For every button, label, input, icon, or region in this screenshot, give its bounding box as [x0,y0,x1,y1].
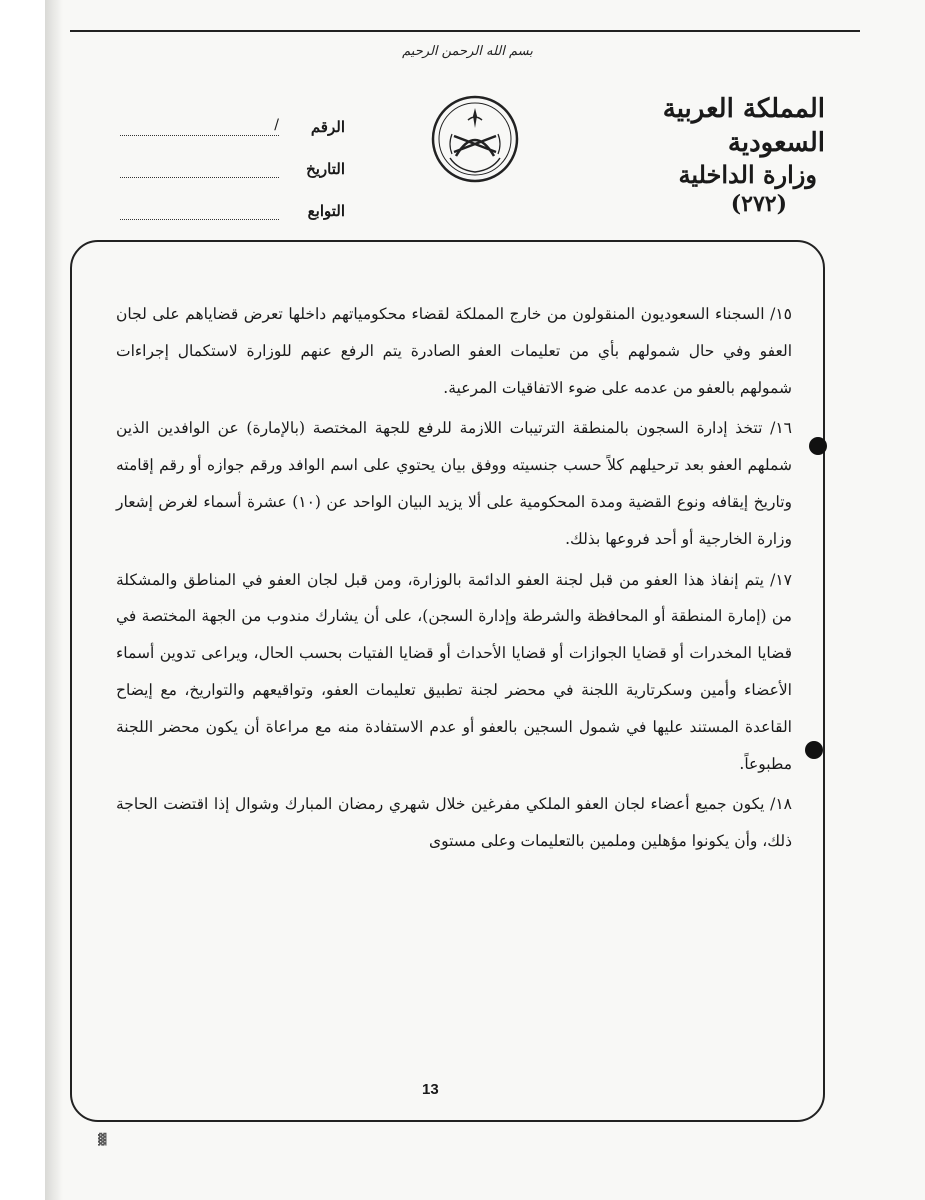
date-label: التاريخ [306,160,345,178]
clause-17 [116,562,792,783]
attachments-label: التوابع [307,202,345,220]
ministry-name: وزارة الداخلية [678,160,817,189]
saudi-emblem-icon [430,94,520,184]
top-rule [70,30,860,32]
clause-text: يكون جميع أعضاء لجان العفو الملكي مفرغين خلال شهري رمضان المبارك وشوال إذا اقتضت الحاجة ذلك، وأن يكونوا مؤهلين وملمين بالتعليمات وعلى مستوى [116,795,792,851]
clause-15 [116,296,792,406]
clause-number: ١٧/ [770,570,792,589]
punch-hole [809,437,827,455]
clause-number: ١٨/ [770,795,792,814]
number-label: الرقم [310,118,345,136]
clause-text: تتخذ إدارة السجون بالمنطقة الترتيبات اللازمة للرفع للجهة المختصة (بالإمارة) عن الوافدين الذين شملهم العفو بعد ترحيلهم كلاً حسب جنسيته ووفق بيان يحتوي على اسم الوافد ورقم جوازه أو رقم إقامته وتاريخ إيقافه ونوع القضية ومدة المحكومية على ألا يزيد البيان الواحد عن (١٠) عشرة أسماء لغرض إشعار وزارة الخارجية أو أحد فروعها بذلك. [116,419,792,548]
scan-shadow [45,0,63,1200]
kingdom-name: المملكة العربية السعودية [662,94,825,158]
attachments-value [120,201,279,220]
clause-number: ١٥/ [770,305,792,323]
document-body [116,296,792,864]
document-meta [120,94,345,220]
clause-text: يتم إنفاذ هذا العفو من قبل لجنة العفو الدائمة بالوزارة، ومن قبل لجان العفو في المناطق والمشكلة من (إمارة المنطقة أو المحافظة والشرطة وإدارة السجن)، على أن يشارك مندوب من الجهة المختصة في قضايا المخدرات أو قضايا الجوازات أو قضايا الأحداث أو قضايا الفتيات بحسب الحال، ويراعى تدوين أسماء الأعضاء وأمين وسكرتارية اللجنة في محضر لجنة تطبيق تعليمات العفو، وتواقيعهم والتواريخ، مع إيضاح القاعدة المستند عليها في شمول السجين بالعفو أو عدم الاستفادة منه مع مراعاة أن يكون محضر اللجنة مطبوعاً. [116,570,792,773]
meta-date-row [120,136,345,178]
clause-text: السجناء السعوديون المنقولون من خارج المملكة لقضاء محكومياتهم داخلها تعرض قضاياهم على لجان العفو وفي حال شمولهم بأي من تعليمات العفو الصادرة يتم الرفع عنهم للوزارة لاستكمال إجراءات شمولهم بالعفو من عدمه على ضوء الاتفاقيات المرعية. [116,305,792,397]
date-value [120,159,279,178]
scan-mark-icon: ▓ [98,1133,107,1146]
clause-18 [116,786,792,860]
clause-number: ١٦/ [770,419,792,438]
letterhead [585,92,825,218]
clause-16 [116,410,792,557]
punch-hole [805,741,823,759]
meta-attachments-row [120,178,345,220]
bismillah: بسم الله الرحمن الرحيم [402,44,533,59]
meta-number-row [120,94,345,136]
page-number: 13 [422,1081,439,1098]
number-value: / [120,117,279,136]
document-number: (٢٧٢) [730,191,787,217]
